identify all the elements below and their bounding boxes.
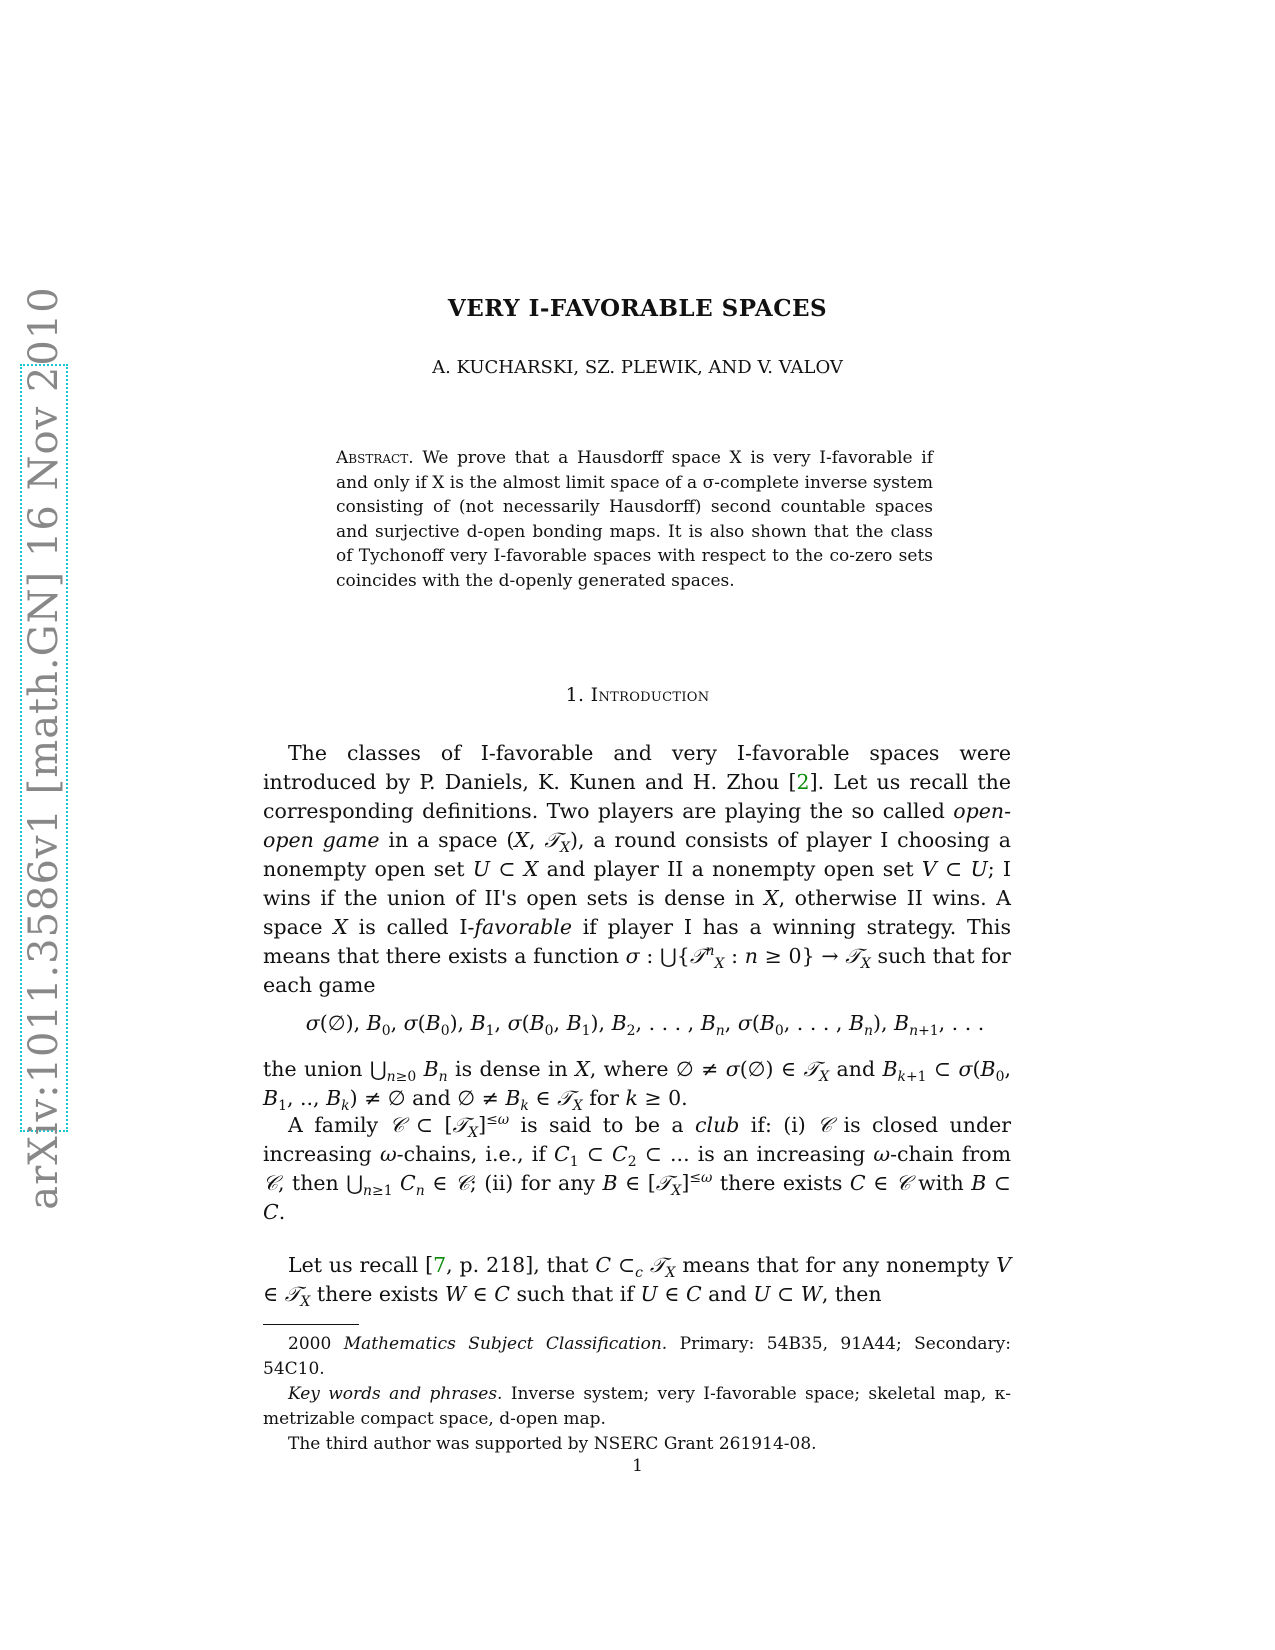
section-title: Introduction (590, 684, 710, 706)
msc-year: 2000 (288, 1334, 332, 1354)
arxiv-stamp-text: arXiv:1011.3586v1 [math.GN] 16 Nov 2010 (21, 286, 67, 1210)
footnote-msc (263, 1332, 1011, 1381)
keywords-text: Inverse system; very I-favorable space; skeletal map, κ-metrizable compact space, d-open map. (263, 1384, 1011, 1429)
paper-authors: A. KUCHARSKI, SZ. PLEWIK, AND V. VALOV (432, 357, 843, 378)
paragraph-recall: Let us recall [7, p. 218], that C $\subset_c$ 𝒯$_X$ means that for any nonempty V ∈ 𝒯$_X$ there exists W ∈ C such that if U ∈ C and U ⊂ W, then (263, 1253, 1011, 1311)
abstract (336, 446, 933, 593)
citation-link[interactable]: 2 (796, 770, 810, 794)
abstract-text: We prove that a Hausdorff space X is very I-favorable if and only if X is the almost limit space of a σ-complete inverse system consisting of (not necessarily Hausdorff) second countable spaces and surjective d-open bonding maps. It is also shown that the class of Tychonoff very I-favorable spaces with respect to the co-zero sets coincides with the d-openly generated spaces. (336, 448, 934, 591)
page-number: 1 (632, 1456, 643, 1476)
keywords-label: Key words and phrases. (288, 1384, 503, 1404)
footnote-support: The third author was supported by NSERC Grant 261914-08. (288, 1434, 817, 1454)
paragraph-intro: The classes of I-favorable and very I-favorable spaces were introduced by P. Daniels, K. Kunen and H. Zhou [2]. Let us recall the corresponding definitions. Two players are playing the so called open-open game in a space (X, 𝒯$_X$), a round consists of player I choosing a nonempty open set U ⊂ X and player II a nonempty open set V ⊂ U; I wins if the union of II's open sets is dense in X, otherwise II wins. A space X is called I-favorable if player I has a winning strategy. This means that there exists a function σ : ⋃{𝒯$^n_X$ : n ≥ 0} → 𝒯$_X$ such that for each game (263, 741, 1012, 997)
paragraph-game-union: the union $⋃_{n\ge 0}$ $B_n$ is dense in X, where ∅ ≠ σ(∅) ∈ 𝒯$_X$ and $B_{k+1}$ ⊂ $\sigma(B_0$, $B_1$, .., $B_k$) ≠ ∅ and ∅ ≠ $B_k$ ∈ 𝒯$_X$ for k ≥ 0. (263, 1057, 1011, 1115)
section-number: 1. (565, 684, 585, 706)
arxiv-stamp (20, 286, 68, 1210)
abstract-label: Abstract. (336, 448, 414, 468)
footnote-rule (263, 1324, 359, 1325)
footnote-keywords (263, 1382, 1011, 1431)
section-heading (0, 684, 1275, 706)
msc-text: Primary: 54B35, 91A44; Secondary: 54C10. (263, 1334, 1011, 1379)
msc-label: Mathematics Subject Classification. (343, 1334, 668, 1354)
paragraph-club: A family 𝒞 ⊂ [𝒯$_X$]$^{\le\omega}$ is said to be a club if: (i) 𝒞 is closed under increasing ω-chains, i.e., if $C_1$ ⊂ $C_2$ ⊂ ... is an increasing ω-chain from 𝒞, then $⋃_{n\ge 1}$ $C_n$ ∈ 𝒞; (ii) for any B ∈ [𝒯$_X$]$^{\le\omega}$ there exists C ∈ 𝒞 with B ⊂ C. (263, 1112, 1012, 1224)
display-equation: σ(∅), $B_0$, $\sigma(B_0)$, $B_1$, $\sigma(B_0$, $B_1$), $B_2$, . . . , $B_n$, $\sigma(B_0$, . . . , $B_n$), $B_{n+1}$, . . . (305, 1011, 985, 1040)
citation-link[interactable]: 7 (433, 1253, 447, 1277)
paper-title: VERY I-FAVORABLE SPACES (447, 295, 828, 322)
